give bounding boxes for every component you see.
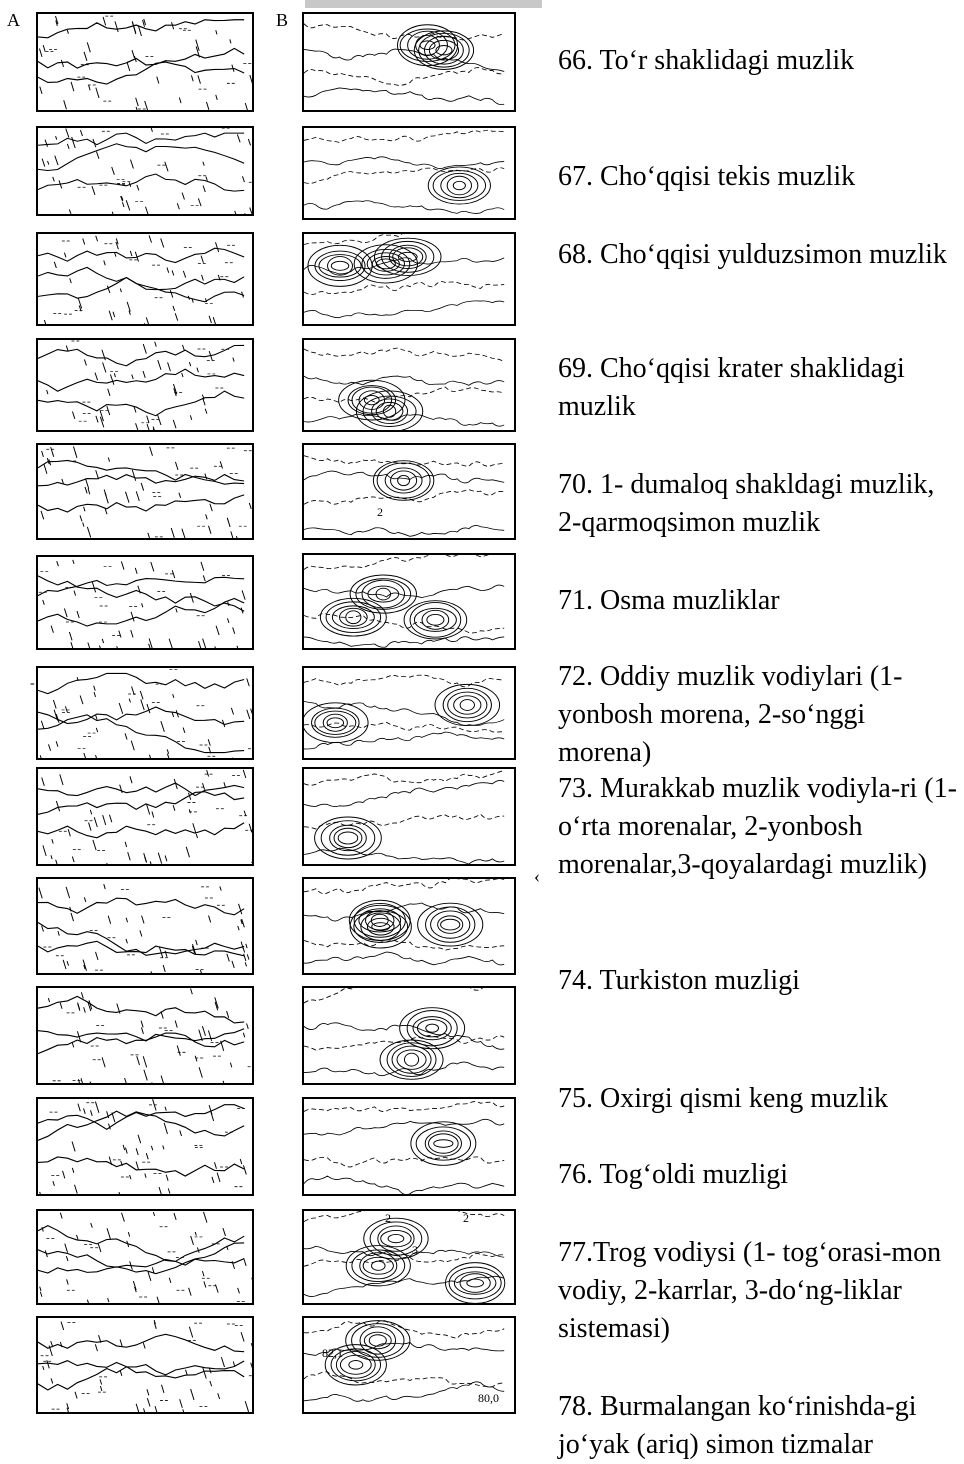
cirque-glacier-sketch-icon xyxy=(36,443,254,540)
contour-map-icon xyxy=(302,666,516,760)
map-label: 3 xyxy=(412,1243,418,1258)
caption-70: 70. 1- dumaloq shakldagi muzlik, 2-qarmoqsimon muzlik xyxy=(558,466,958,542)
esker-ridges-sketch-icon xyxy=(36,1316,254,1414)
contour-map-icon xyxy=(302,986,516,1085)
hanging-glacier-sketch-icon xyxy=(36,555,254,650)
massif-glaciers-sketch-icon xyxy=(36,12,254,112)
scan-mark: - xyxy=(30,676,35,692)
column-label-b: B xyxy=(276,10,288,31)
contour-map-icon xyxy=(302,126,516,220)
caption-73: 73. Murakkab muzlik vodiyla-ri (1-o‘rta morenalar, 2-yonbosh morenalar,3-qoyalardagi muzlik) xyxy=(558,770,958,884)
complex-valley-glacier-sketch-icon xyxy=(36,767,254,866)
turkistan-glacier-sketch-icon xyxy=(36,877,254,975)
caption-68: 68. Cho‘qqisi yulduzsimon muzlik xyxy=(558,236,958,274)
map-label: 80,0 xyxy=(478,1391,499,1406)
caption-78: 78. Burmalangan ko‘rinishda-gi jo‘yak (ariq) simon tizmalar xyxy=(558,1388,958,1464)
contour-map-icon xyxy=(302,877,516,975)
caption-71: 71. Osma muzliklar xyxy=(558,582,958,620)
column-label-a: A xyxy=(7,10,20,31)
caption-67: 67. Cho‘qqisi tekis muzlik xyxy=(558,158,958,196)
crater-glacier-sketch-icon xyxy=(36,338,254,432)
foothill-glacier-sketch-icon xyxy=(36,1097,254,1196)
scan-mark: ‹ xyxy=(534,866,540,887)
contour-map-icon xyxy=(302,1209,516,1305)
caption-66: 66. To‘r shaklidagi muzlik xyxy=(558,42,958,80)
scan-artifact-bar xyxy=(305,0,542,8)
trough-valley-sketch-icon xyxy=(36,1209,254,1305)
contour-map-icon xyxy=(302,338,516,432)
contour-map-icon xyxy=(302,232,516,326)
map-label: 82,1 xyxy=(322,1346,343,1361)
contour-map-icon xyxy=(302,767,516,866)
star-peak-glacier-sketch-icon xyxy=(36,232,254,326)
contour-map-icon xyxy=(302,12,516,112)
caption-75: 75. Oxirgi qismi keng muzlik xyxy=(558,1080,958,1118)
caption-76: 76. Tog‘oldi muzligi xyxy=(558,1156,958,1194)
flat-top-glacier-sketch-icon xyxy=(36,126,254,216)
map-label: 2 xyxy=(377,505,383,520)
caption-74: 74. Turkiston muzligi xyxy=(558,962,958,1000)
contour-map-icon xyxy=(302,1097,516,1196)
contour-map-icon xyxy=(302,443,516,540)
map-label: 2 xyxy=(385,1211,391,1226)
map-label: 2 xyxy=(463,1211,469,1226)
caption-69: 69. Cho‘qqisi krater shaklidagi muzlik xyxy=(558,350,958,426)
caption-77: 77.Trog vodiysi (1- tog‘orasi-mon vodiy, 2-karrlar, 3-do‘ng-liklar sistemasi) xyxy=(558,1234,958,1348)
caption-72: 72. Oddiy muzlik vodiylari (1-yonbosh morena, 2-so‘nggi morena) xyxy=(558,658,958,772)
valley-glacier-sketch-icon xyxy=(36,666,254,760)
contour-map-icon xyxy=(302,553,516,650)
piedmont-lobe-sketch-icon xyxy=(36,986,254,1085)
